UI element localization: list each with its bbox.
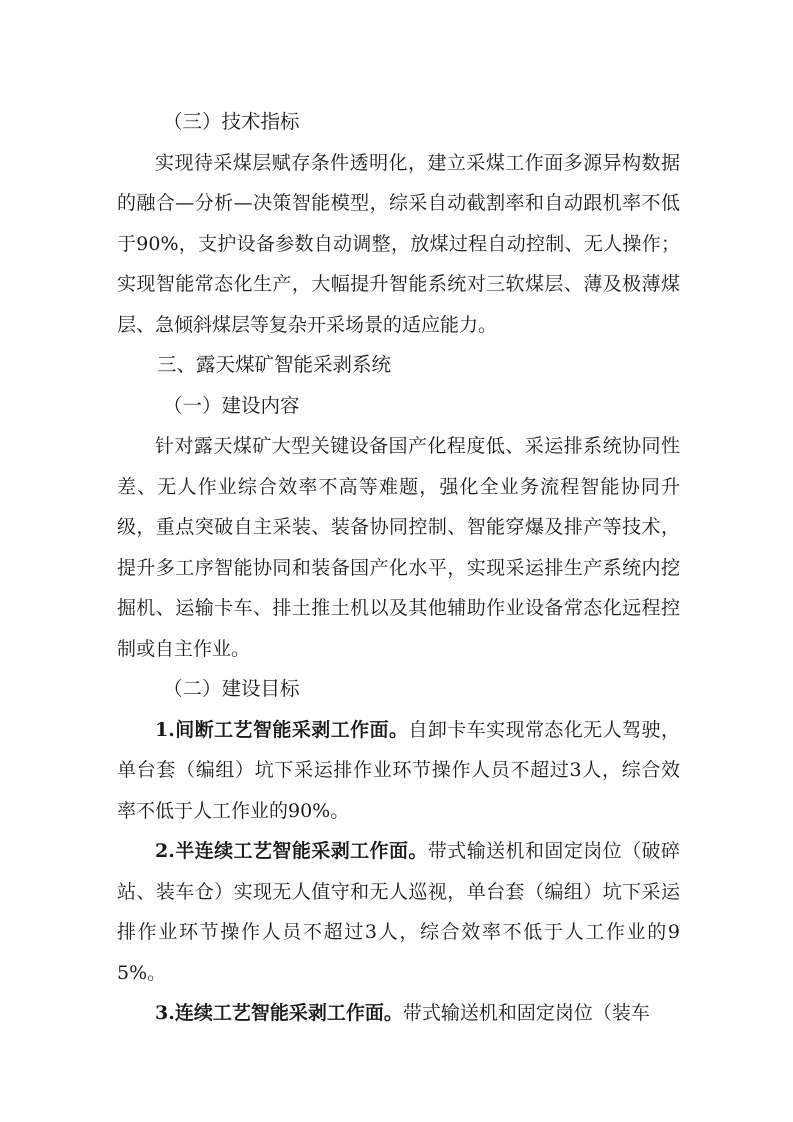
heading-technical-indicators: （三）技术指标	[163, 110, 300, 133]
heading-construction-content: （一）建设内容	[163, 393, 300, 417]
goal-item-text: 带式输送机和固定岗位（装车	[402, 1002, 650, 1024]
goal-item-text: 自卸卡车实现常态化无人驾驶，单台套（编组）坑下采运排作业环节操作人员不超过3人，综合效率不低于人工作业的90%。	[117, 718, 680, 822]
goal-item-text: 带式输送机和固定岗位（破碎站、装车仓）实现无人值守和无人巡视，单台套（编组）坑下采运排作业环节操作人员不超过3人，综合效率不低于人工作业的95%。	[117, 840, 680, 984]
paragraph-technical-indicators: 实现待采煤层赋存条件透明化，建立采煤工作面多源异构数据的融合—分析—决策智能模型，综采自动截割率和自动跟机率不低于90%，支护设备参数自动调整，放煤过程自动控制、无人操作；实现智能常态化生产，大幅提升智能系统对三软煤层、薄及极薄煤层、急倾斜煤层等复杂开采场景的适应能力。	[117, 151, 680, 336]
goal-item-semi-continuous	[117, 831, 680, 993]
goal-item-lead: 2.半连续工艺智能采剥工作面。	[155, 840, 428, 862]
goal-item-intermittent	[117, 710, 680, 832]
heading-construction-goals: （二）建设目标	[163, 677, 300, 700]
heading-section-three: 三、露天煤矿智能采剥系统	[157, 353, 392, 376]
document-body	[117, 102, 680, 1034]
goal-item-continuous	[117, 993, 680, 1034]
paragraph-construction-content: 针对露天煤矿大型关键设备国产化程度低、采运排系统协同性差、无人作业综合效率不高等难题，强化全业务流程智能协同升级，重点突破自主采装、装备协同控制、智能穿爆及排产等技术，提升多工序智能协同和装备国产化水平，实现采运排生产系统内挖掘机、运输卡车、排土推土机以及其他辅助作业设备常态化远程控制或自主作业。	[117, 435, 680, 660]
goal-item-lead: 1.间断工艺智能采剥工作面。	[155, 718, 409, 741]
goal-item-lead: 3.连续工艺智能采剥工作面。	[155, 1002, 403, 1024]
